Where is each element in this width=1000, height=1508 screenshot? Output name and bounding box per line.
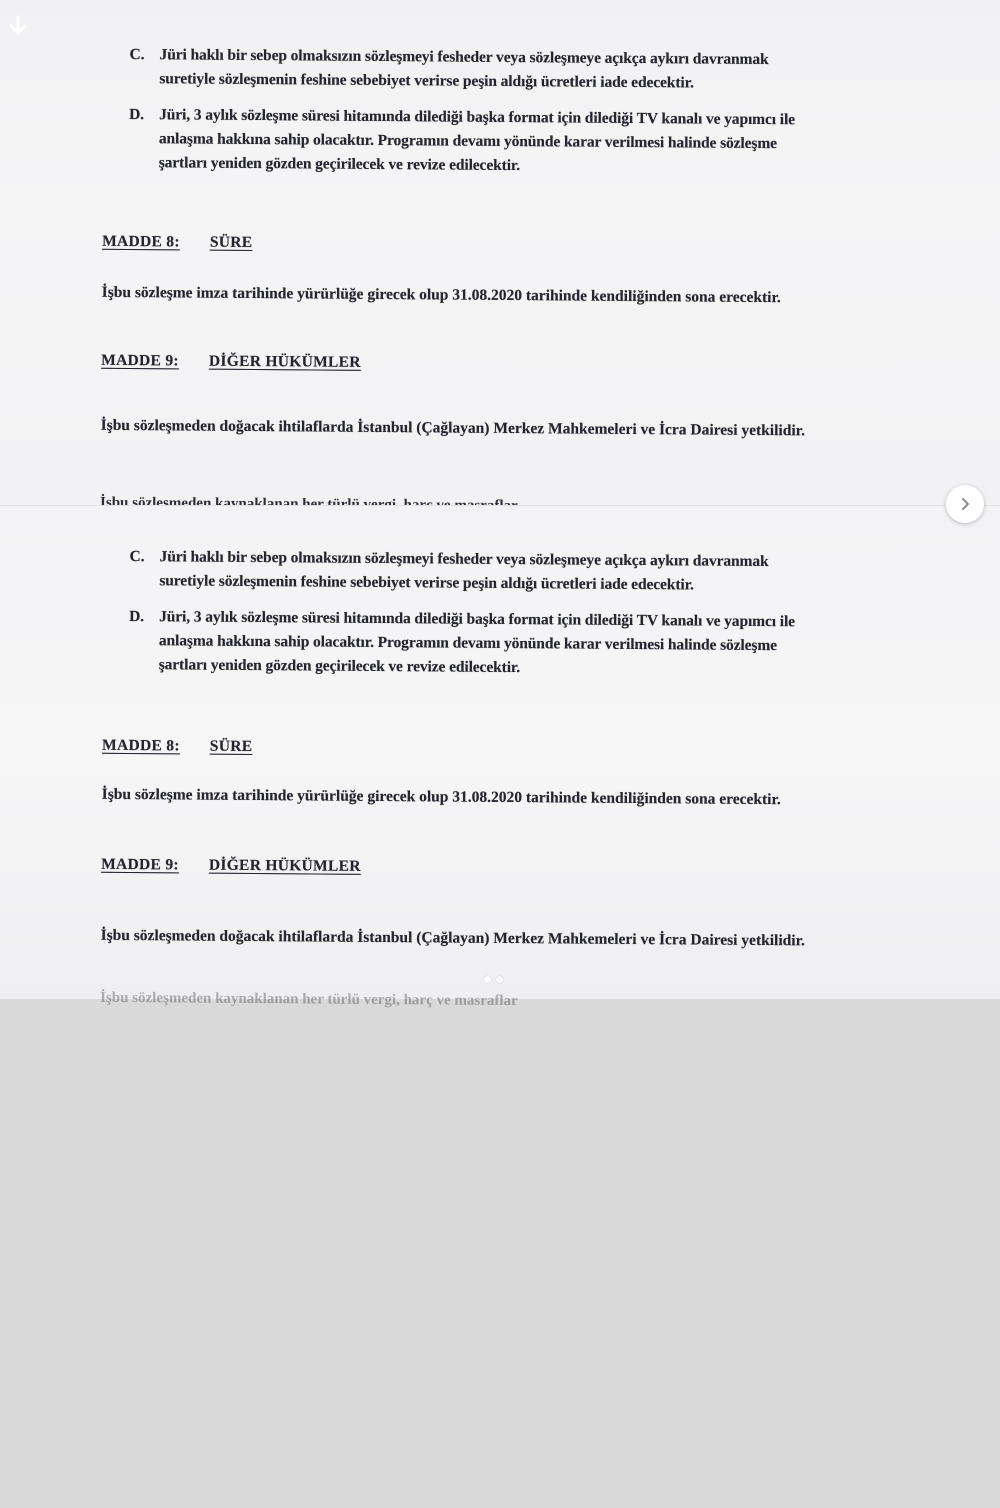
clause-d-line: şartları yeniden gözden geçirilecek ve revize edilecektir. — [158, 656, 521, 677]
carousel-dot[interactable] — [484, 976, 491, 983]
madde-8-title: SÜRE — [209, 737, 253, 755]
madde-8-text: İşbu sözleşme imza tarihinde yürürlüğe girecek olup 31.08.2020 tarihinde kendiliğinden sona erecektir. — [101, 283, 781, 307]
madde-9-text: İşbu sözleşmeden doğacak ihtilaflarda İstanbul (Çağlayan) Merkez Mahkemeleri ve İcra Dairesi yetkilidir. — [100, 926, 806, 950]
clause-d — [129, 103, 796, 180]
madde-9-title: DİĞER HÜKÜMLER — [208, 856, 361, 875]
document-photo-bottom — [0, 505, 1000, 1010]
clause-d-line: Jüri, 3 aylık sözleşme süresi hitamında dilediği başka format için dilediği TV kanalı ve yapımcı ile — [159, 608, 796, 631]
document-page — [0, 502, 1000, 1508]
clause-c — [129, 545, 769, 598]
madde-9-heading — [101, 352, 361, 372]
clause-c-letter: C. — [129, 46, 145, 64]
clause-c-letter: C. — [129, 548, 145, 566]
madde-8-number: MADDE 8: — [102, 736, 180, 755]
madde-9-number: MADDE 9: — [101, 351, 179, 370]
clause-c-line: Jüri haklı bir sebep olmaksızın sözleşmeyi fesheder veya sözleşmeye açıkça aykırı davranmak — [159, 46, 769, 69]
carousel-dot[interactable] — [496, 976, 503, 983]
clause-d-line: anlaşma hakkına sahip olacaktır. Programın devamı yönünde karar verilmesi halinde sözleşme — [158, 632, 778, 655]
clause-d-line: şartları yeniden gözden geçirilecek ve revize edilecektir. — [158, 154, 521, 175]
madde-9-text: İşbu sözleşmeden doğacak ihtilaflarda İstanbul (Çağlayan) Merkez Mahkemeleri ve İcra Dairesi yetkilidir. — [100, 416, 806, 440]
next-slide-button[interactable] — [946, 485, 984, 523]
clause-c-line: suretiyle sözleşmenin feshine sebebiyet verirse peşin aldığı ücretleri iade edecektir. — [159, 70, 694, 92]
clause-d-letter: D. — [129, 608, 145, 626]
download-arrow-icon[interactable] — [6, 14, 30, 38]
clause-d-line: Jüri, 3 aylık sözleşme süresi hitamında dilediği başka format için dilediği TV kanalı ve yapımcı ile — [159, 106, 796, 129]
cut-off-text: İşbu sözleşmeden kaynaklanan her türlü vergi, harç ve masraflar — [100, 989, 518, 1010]
madde-8-title: SÜRE — [209, 233, 253, 251]
document-photo-top — [0, 0, 1000, 505]
clause-c-line: suretiyle sözleşmenin feshine sebebiyet verirse peşin aldığı ücretleri iade edecektir. — [159, 572, 694, 594]
madde-8-heading — [102, 737, 252, 756]
clause-c-line: Jüri haklı bir sebep olmaksızın sözleşmeyi fesheder veya sözleşmeye açıkça aykırı davranmak — [159, 548, 769, 571]
clause-d — [129, 605, 796, 682]
madde-9-number: MADDE 9: — [101, 855, 179, 874]
carousel-indicator — [484, 976, 503, 983]
chevron-right-icon — [957, 496, 973, 512]
madde-9-heading — [101, 856, 361, 876]
madde-8-text: İşbu sözleşme imza tarihinde yürürlüğe girecek olup 31.08.2020 tarihinde kendiliğinden sona erecektir. — [101, 785, 781, 809]
clause-c — [129, 43, 769, 96]
madde-8-heading — [102, 233, 252, 252]
madde-9-title: DİĞER HÜKÜMLER — [208, 352, 361, 371]
clause-d-letter: D. — [129, 106, 145, 124]
madde-8-number: MADDE 8: — [102, 232, 180, 251]
clause-d-line: anlaşma hakkına sahip olacaktır. Programın devamı yönünde karar verilmesi halinde sözleşme — [158, 130, 778, 153]
